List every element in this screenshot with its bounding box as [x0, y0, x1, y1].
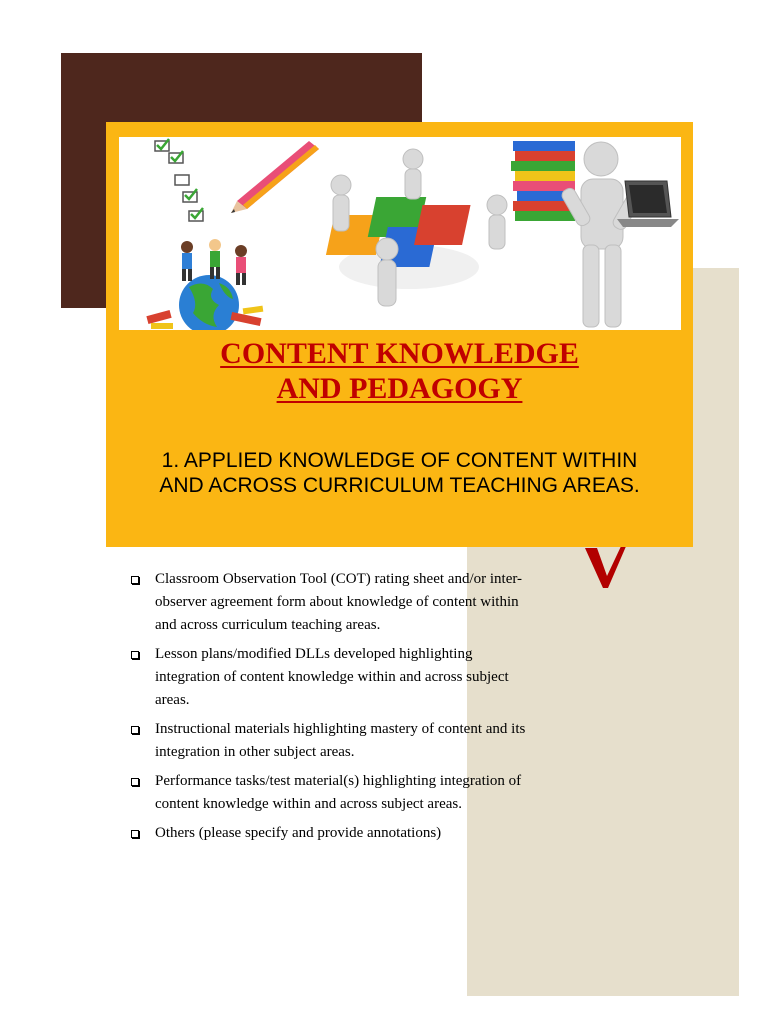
square-bullet-icon [131, 778, 139, 786]
list-item-text: Performance tasks/test material(s) highlighting integration of content knowledge within and across subject areas. [155, 773, 522, 812]
list-item-text: Instructional materials highlighting mastery of content and its integration in other subject areas. [155, 721, 526, 760]
page-title-line-2: AND PEDAGOGY [276, 372, 523, 405]
hero-illustration [119, 137, 681, 330]
evidence-list [131, 568, 531, 851]
puzzle-team-icon [326, 149, 507, 306]
books-figure-icon [511, 141, 645, 327]
checkmark-icon [583, 540, 629, 590]
list-item [131, 822, 531, 845]
pencil-icon [231, 141, 319, 213]
header-card [106, 122, 693, 547]
list-item [131, 718, 531, 764]
square-bullet-icon [131, 726, 139, 734]
section-subtitle [106, 448, 693, 498]
list-item-text: Classroom Observation Tool (COT) rating sheet and/or inter-observer agreement form about knowledge of content within and across curriculum teaching areas. [155, 571, 523, 633]
checklist-icon [155, 139, 203, 221]
page-title-line-1: CONTENT KNOWLEDGE [220, 337, 579, 370]
list-item [131, 643, 531, 712]
section-subtitle-line-2: AND ACROSS CURRICULUM TEACHING AREAS. [159, 474, 640, 497]
square-bullet-icon [131, 830, 139, 838]
globe-icon [146, 239, 263, 330]
list-item-text: Lesson plans/modified DLLs developed highlighting integration of content knowledge within and across subject areas. [155, 646, 509, 708]
square-bullet-icon [131, 651, 139, 659]
square-bullet-icon [131, 576, 139, 584]
section-subtitle-line-1: 1. APPLIED KNOWLEDGE OF CONTENT WITHIN [161, 449, 638, 472]
page-title [106, 336, 693, 406]
list-item [131, 568, 531, 637]
list-item [131, 770, 531, 816]
list-item-text: Others (please specify and provide annotations) [155, 825, 442, 841]
